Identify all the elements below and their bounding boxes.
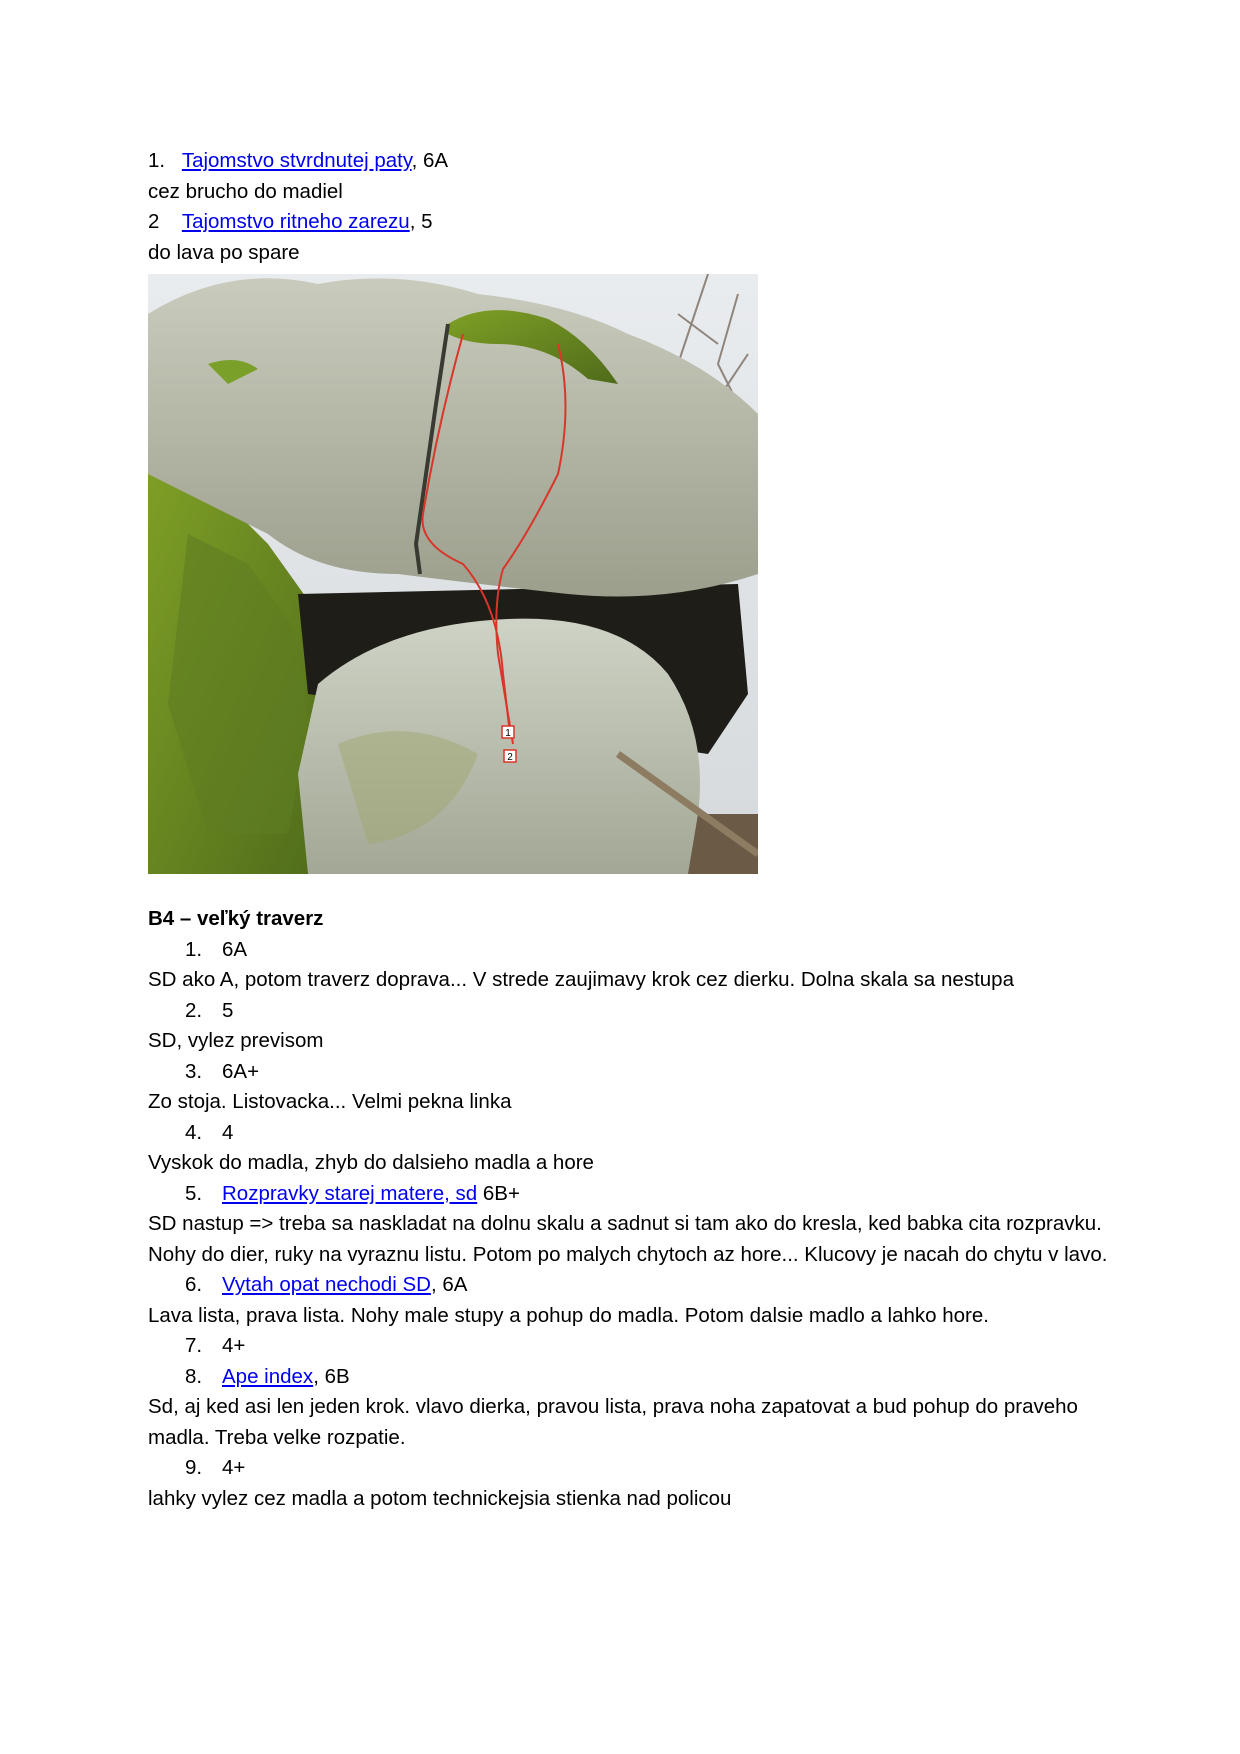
route-2-description: do lava po spare bbox=[148, 240, 300, 264]
svg-text:2: 2 bbox=[507, 752, 513, 763]
route-2-line bbox=[148, 207, 1108, 238]
route-item bbox=[148, 1118, 1108, 1149]
route-1-link[interactable]: Tajomstvo stvrdnutej paty bbox=[181, 149, 412, 172]
route-2-number: 2 bbox=[148, 210, 160, 233]
route-item-grade: 5 bbox=[222, 998, 234, 1022]
route-item-grade: 6A+ bbox=[222, 1059, 260, 1083]
route-item-number: 5. bbox=[185, 1181, 203, 1205]
route-1-number: 1. bbox=[148, 149, 166, 172]
route-item-description: Zo stoja. Listovacka... Velmi pekna linka bbox=[148, 1090, 512, 1113]
route-item-link[interactable]: Ape index bbox=[222, 1364, 314, 1388]
route-item-description: lahky vylez cez madla a potom technickejsia stienka nad policou bbox=[148, 1486, 732, 1510]
route-item-number: 4. bbox=[185, 1120, 203, 1144]
route-list bbox=[148, 935, 1108, 1515]
route-item-grade: , 6B bbox=[313, 1364, 350, 1388]
svg-text:1: 1 bbox=[505, 728, 511, 739]
route-item bbox=[148, 935, 1108, 966]
boulder-photo bbox=[148, 274, 758, 874]
section-title: B4 – veľký traverz bbox=[148, 907, 324, 930]
route-2-link[interactable]: Tajomstvo ritneho zarezu bbox=[181, 210, 410, 233]
route-1-grade: , 6A bbox=[411, 149, 449, 172]
route-item-link[interactable]: Vytah opat nechodi SD bbox=[222, 1273, 431, 1296]
route-item-number: 3. bbox=[185, 1059, 203, 1083]
route-item-description: Lava lista, prava lista. Nohy male stupy a pohup do madla. Potom dalsie madlo a lahko hore. bbox=[148, 1303, 989, 1327]
route-item bbox=[148, 1270, 1108, 1301]
boulder-illustration bbox=[148, 274, 758, 874]
route-1-description: cez brucho do madiel bbox=[148, 179, 343, 203]
route-item-grade: 6B+ bbox=[477, 1181, 520, 1205]
route-1-line bbox=[148, 146, 1108, 177]
route-item-description: Sd, aj ked asi len jeden krok. vlavo dierka, pravou lista, prava noha zapatovat a bud pohup do praveho madla. Treba velke rozpatie. bbox=[148, 1395, 1078, 1449]
route-item-number: 7. bbox=[185, 1334, 203, 1357]
route-2-grade: , 5 bbox=[409, 210, 433, 233]
route-item-number: 2. bbox=[185, 998, 203, 1022]
route-item-link[interactable]: Rozpravky starej matere, sd bbox=[222, 1181, 478, 1205]
route-item-grade: 4 bbox=[222, 1120, 234, 1144]
route-item bbox=[148, 1331, 1108, 1362]
route-item-number: 1. bbox=[185, 937, 203, 961]
route-item bbox=[148, 1362, 1108, 1393]
route-item-description: SD ako A, potom traverz doprava... V strede zaujimavy krok cez dierku. Dolna skala sa nestupa bbox=[148, 968, 1014, 991]
route-item-grade: 4+ bbox=[222, 1456, 246, 1479]
route-item-number: 6. bbox=[185, 1273, 203, 1296]
route-item-grade: , 6A bbox=[430, 1273, 468, 1296]
route-item-grade: 6A bbox=[222, 937, 248, 961]
route-marker-1 bbox=[502, 726, 514, 739]
route-item bbox=[148, 1057, 1108, 1088]
route-item-description: SD nastup => treba sa naskladat na dolnu skalu a sadnut si tam ako do kresla, ked babka cita rozpravku. Nohy do dier, ruky na vyraznu listu. Potom po malych chytoch az hore... Klucovy je nacah do chytu v lavo. bbox=[148, 1212, 1108, 1266]
route-item-grade: 4+ bbox=[222, 1334, 246, 1357]
route-item-number: 9. bbox=[185, 1456, 203, 1479]
route-item-description: SD, vylez previsom bbox=[148, 1029, 324, 1052]
route-item bbox=[148, 1453, 1108, 1484]
route-item-description: Vyskok do madla, zhyb do dalsieho madla a hore bbox=[148, 1151, 594, 1174]
route-item bbox=[148, 1179, 1108, 1210]
document-page bbox=[148, 146, 1108, 1514]
route-marker-2 bbox=[504, 750, 516, 763]
route-item bbox=[148, 996, 1108, 1027]
route-item-number: 8. bbox=[185, 1364, 203, 1388]
